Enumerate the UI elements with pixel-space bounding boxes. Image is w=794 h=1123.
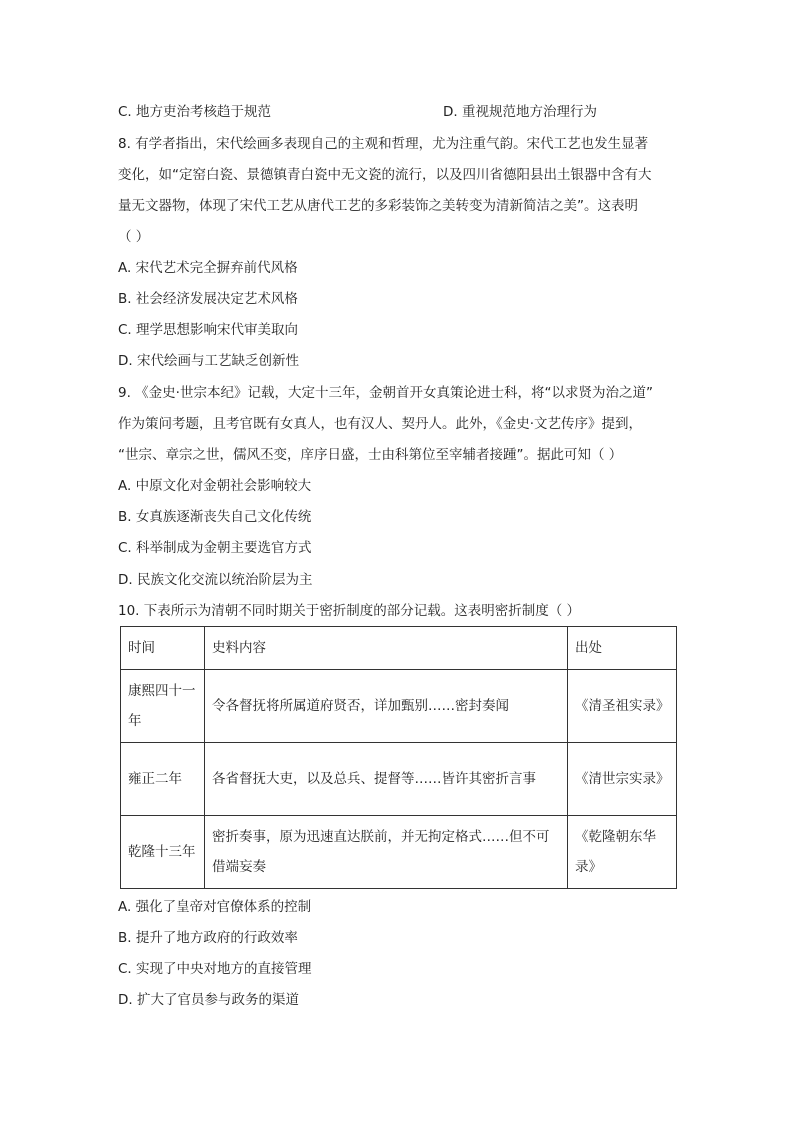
table-header-row (121, 627, 677, 670)
q8-option-a: A. 宋代艺术完全摒弃前代风格 (118, 260, 298, 276)
table-row (121, 816, 677, 889)
q10-option-c: C. 实现了中央对地方的直接管理 (118, 961, 312, 977)
q8-stem-line-3: 量无文器物，体现了宋代工艺从唐代工艺的多彩装饰之美转变为清新简洁之美”。这表明 (118, 198, 638, 214)
q10-history-table (120, 626, 677, 889)
q10-option-a: A. 强化了皇帝对官僚体系的控制 (118, 899, 312, 915)
cell-time: 雍正二年 (121, 743, 205, 816)
q8-option-d: D. 宋代绘画与工艺缺乏创新性 (118, 353, 299, 369)
q8-stem-line-4: （ ） (118, 229, 150, 245)
cell-time: 乾隆十三年 (121, 816, 205, 889)
header-content: 史料内容 (205, 627, 568, 670)
q8-option-b: B. 社会经济发展决定艺术风格 (118, 291, 298, 307)
cell-content: 密折奏事，原为迅速直达朕前，并无拘定格式……但不可借端妄奏 (205, 816, 568, 889)
header-source: 出处 (568, 627, 677, 670)
q8-stem-line-2: 变化，如“定窑白瓷、景德镇青白瓷中无文瓷的流行，以及四川省德阳县出土银器中含有大 (118, 167, 652, 183)
cell-time: 康熙四十一年 (121, 670, 205, 743)
q10-stem: 10. 下表所示为清朝不同时期关于密折制度的部分记载。这表明密折制度（ ） (118, 603, 581, 619)
q9-stem-line-3: “世宗、章宗之世，儒风丕变，庠序日盛，士由科第位至宰辅者接踵”。据此可知（ ） (118, 447, 623, 463)
cell-content: 令各督抚将所属道府贤否，详加甄别……密封奏闻 (205, 670, 568, 743)
cell-source: 《乾隆朝东华录》 (568, 816, 677, 889)
q7-option-c: C. 地方吏治考核趋于规范 (118, 104, 272, 120)
q9-option-b: B. 女真族逐渐丧失自己文化传统 (118, 509, 312, 525)
cell-source: 《清世宗实录》 (568, 743, 677, 816)
cell-content: 各省督抚大吏，以及总兵、提督等……皆许其密折言事 (205, 743, 568, 816)
table-row (121, 670, 677, 743)
q10-option-d: D. 扩大了官员参与政务的渠道 (118, 992, 299, 1008)
q9-stem-line-2: 作为策问考题，且考官既有女真人，也有汉人、契丹人。此外，《金史·文艺传序》提到， (118, 416, 643, 432)
q9-option-c: C. 科举制成为金朝主要选官方式 (118, 540, 312, 556)
q9-option-d: D. 民族文化交流以统治阶层为主 (118, 572, 313, 588)
table-row (121, 743, 677, 816)
cell-source: 《清圣祖实录》 (568, 670, 677, 743)
q7-option-d: D. 重视规范地方治理行为 (443, 104, 597, 120)
q8-stem-line-1: 8. 有学者指出，宋代绘画多表现自己的主观和哲理，尤为注重气韵。宋代工艺也发生显著 (118, 136, 649, 152)
q8-option-c: C. 理学思想影响宋代审美取向 (118, 322, 299, 338)
header-time: 时间 (121, 627, 205, 670)
q10-option-b: B. 提升了地方政府的行政效率 (118, 930, 298, 946)
q9-stem-line-1: 9. 《金史·世宗本纪》记载，大定十三年，金朝首开女真策论进士科，将“以求贤为治之道” (118, 385, 653, 401)
q9-option-a: A. 中原文化对金朝社会影响较大 (118, 478, 312, 494)
